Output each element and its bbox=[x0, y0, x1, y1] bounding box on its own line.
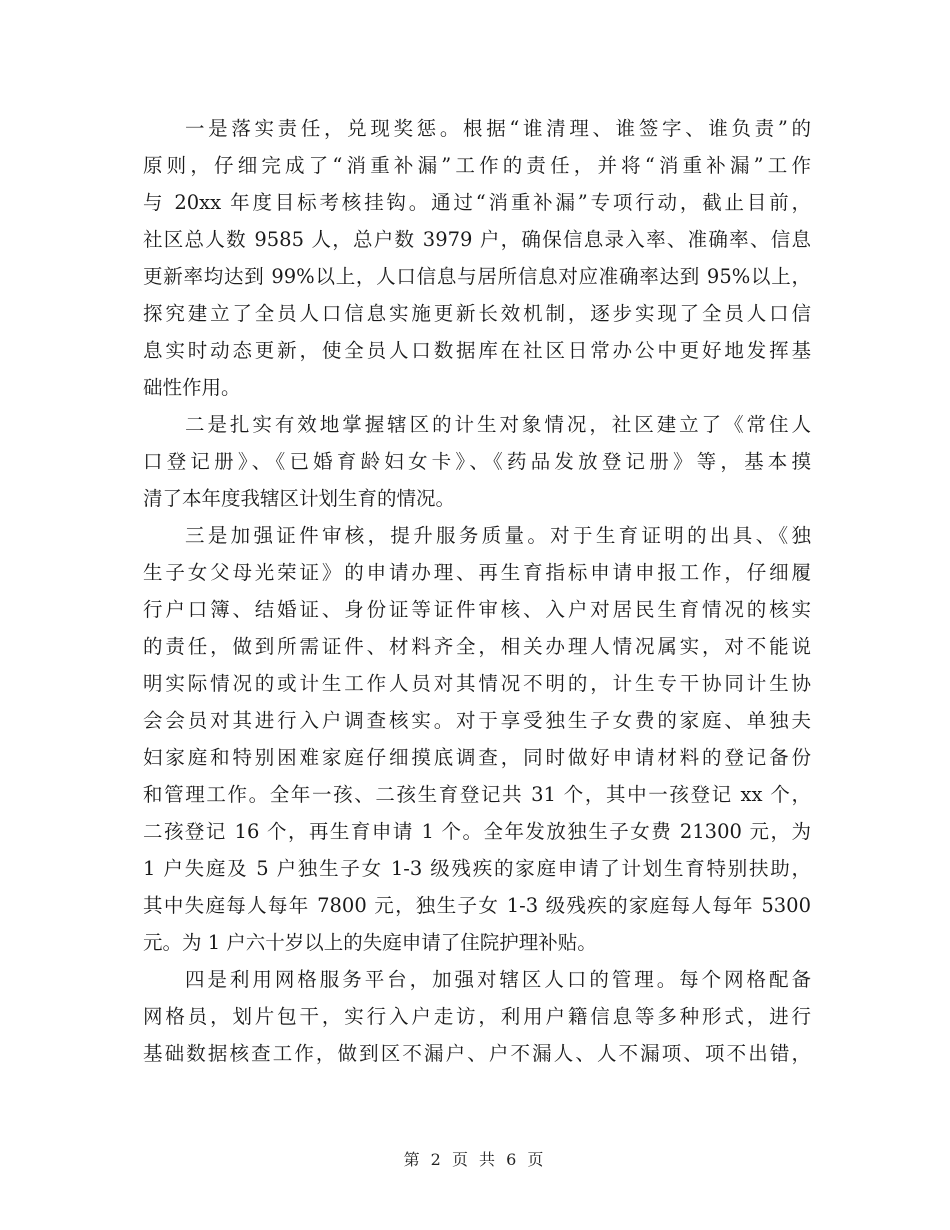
text-line: 三是加强证件审核，提升服务质量。对于生育证明的出具、《独 bbox=[185, 524, 811, 547]
paragraph-2 bbox=[143, 406, 811, 517]
text-line: 的责任，做到所需证件、材料齐全，相关办理人情况属实，对不能说 bbox=[143, 635, 811, 658]
text-line: 息实时动态更新，使全员人口数据库在社区日常办公中更好地发挥基 bbox=[143, 339, 811, 362]
text-line: 二是扎实有效地掌握辖区的计生对象情况，社区建立了《常住人 bbox=[185, 413, 811, 436]
text-line: 社区总人数 9585 人，总户数 3979 户，确保信息录入率、准确率、信息 bbox=[143, 228, 811, 251]
text-line: 础性作用。 bbox=[143, 376, 241, 399]
paragraph-4 bbox=[143, 961, 811, 1072]
paragraph-3 bbox=[143, 517, 811, 961]
text-line: 网格员，划片包干，实行入户走访，利用户籍信息等多种形式，进行 bbox=[143, 1005, 811, 1028]
text-line: 口登记册》、《已婚育龄妇女卡》、《药品发放登记册》等，基本摸 bbox=[143, 450, 811, 473]
text-line: 生子女父母光荣证》的申请办理、再生育指标申请申报工作，仔细履 bbox=[143, 561, 811, 584]
text-line: 和管理工作。全年一孩、二孩生育登记共 31 个，其中一孩登记 xx 个， bbox=[143, 783, 811, 806]
text-line: 二孩登记 16 个，再生育申请 1 个。全年发放独生子女费 21300 元，为 bbox=[143, 820, 811, 843]
text-line: 1 户失庭及 5 户独生子女 1-3 级残疾的家庭申请了计划生育特别扶助， bbox=[143, 857, 811, 880]
text-line: 基础数据核查工作，做到区不漏户、户不漏人、人不漏项、项不出错， bbox=[143, 1042, 811, 1065]
document-body bbox=[143, 110, 811, 1072]
text-line: 元。为 1 户六十岁以上的失庭申请了住院护理补贴。 bbox=[143, 931, 597, 954]
page-number-footer: 第 2 页 共 6 页 bbox=[403, 1150, 547, 1169]
text-line: 与 20xx 年度目标考核挂钩。通过“消重补漏”专项行动，截止目前， bbox=[143, 191, 811, 214]
text-line: 其中失庭每人每年 7800 元，独生子女 1-3 级残疾的家庭每人每年 5300 bbox=[143, 894, 811, 917]
paragraph-1 bbox=[143, 110, 811, 406]
text-line: 明实际情况的或计生工作人员对其情况不明的，计生专干协同计生协 bbox=[143, 672, 811, 695]
text-line: 探究建立了全员人口信息实施更新长效机制，逐步实现了全员人口信 bbox=[143, 302, 811, 325]
text-line: 更新率均达到 99%以上，人口信息与居所信息对应准确率达到 95%以上， bbox=[143, 265, 811, 288]
text-line: 会会员对其进行入户调查核实。对于享受独生子女费的家庭、单独夫 bbox=[143, 709, 811, 732]
text-line: 原则，仔细完成了“消重补漏”工作的责任，并将“消重补漏”工作 bbox=[143, 154, 811, 177]
text-line: 清了本年度我辖区计划生育的情况。 bbox=[143, 487, 456, 510]
text-line: 四是利用网格服务平台，加强对辖区人口的管理。每个网格配备 bbox=[185, 968, 811, 991]
text-line: 行户口簿、结婚证、身份证等证件审核、入户对居民生育情况的核实 bbox=[143, 598, 811, 621]
text-line: 妇家庭和特别困难家庭仔细摸底调查，同时做好申请材料的登记备份 bbox=[143, 746, 811, 769]
text-line: 一是落实责任，兑现奖惩。根据“谁清理、谁签字、谁负责”的 bbox=[185, 117, 811, 140]
